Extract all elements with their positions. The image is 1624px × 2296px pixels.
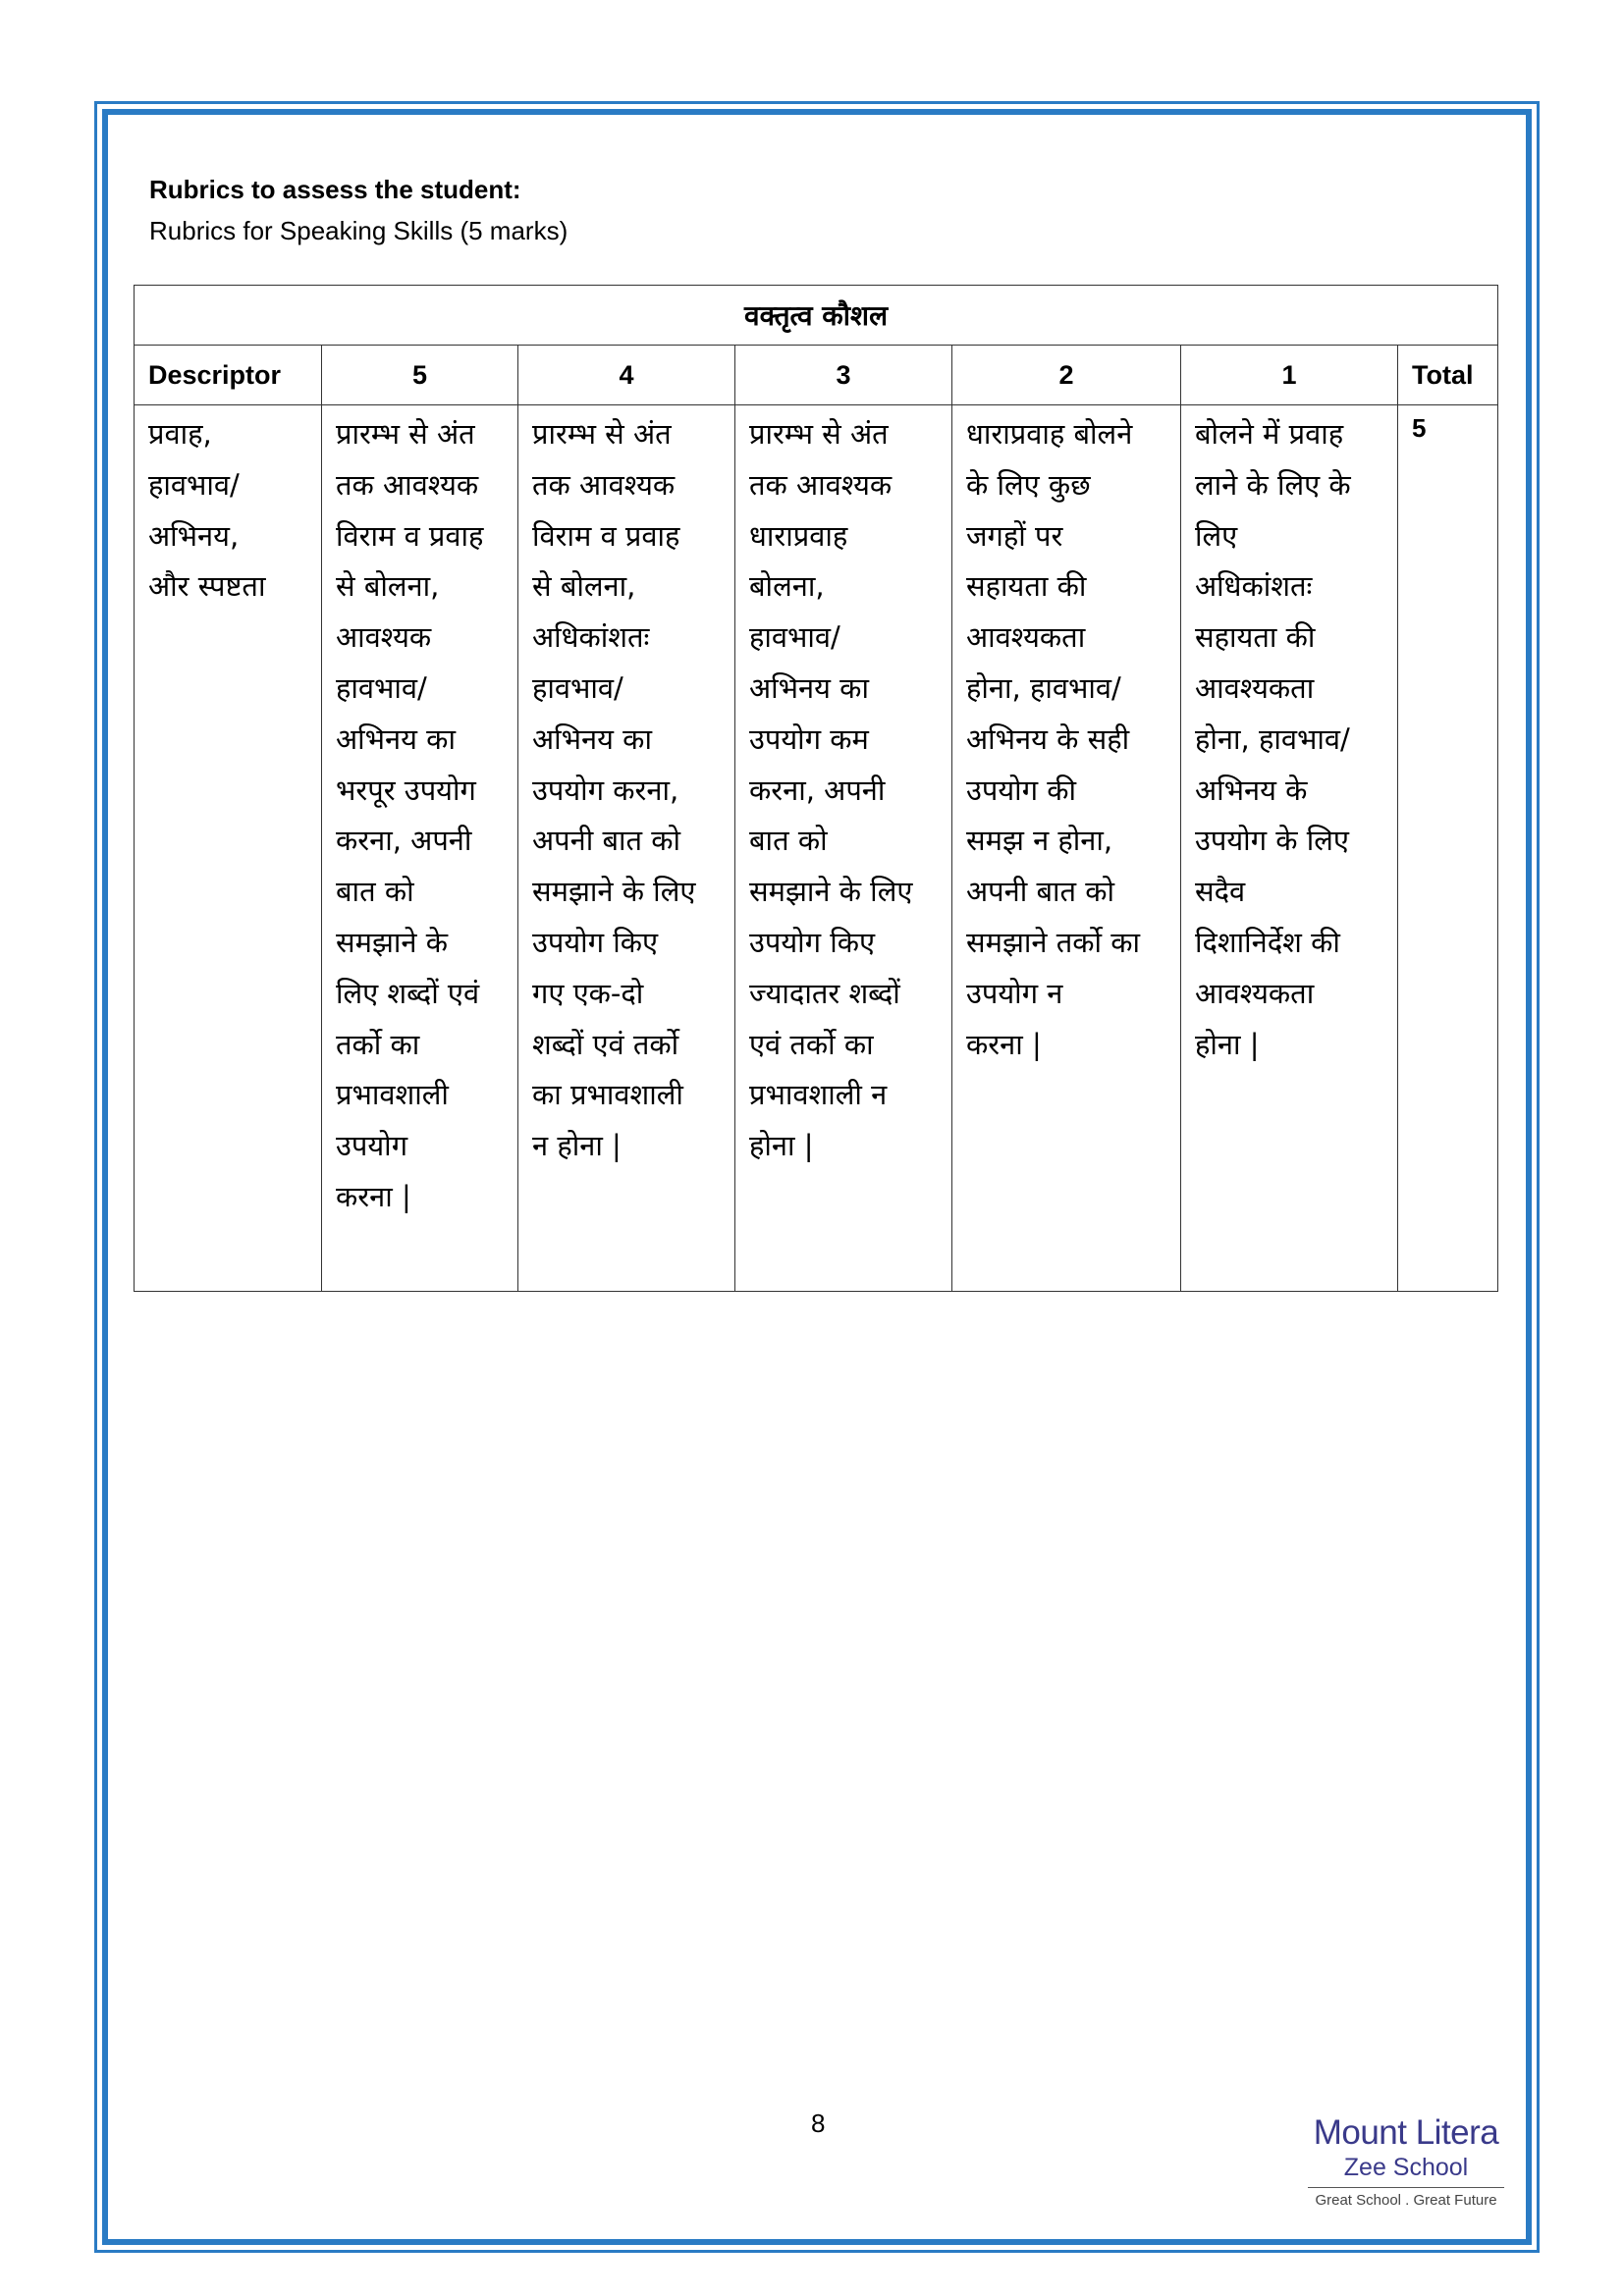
header-total: Total bbox=[1398, 346, 1498, 405]
table-header-row bbox=[135, 346, 1498, 405]
table-title-row bbox=[135, 286, 1498, 346]
logo-sub: Zee School bbox=[1343, 2154, 1469, 2181]
cell-score-5: प्रारम्भ से अंत तक आवश्यक विराम व प्रवाह से बोलना, आवश्यक हावभाव/ अभिनय का भरपूर उपयोग करना, अपनी बात को समझाने के लिए शब्दों एवं तर्को का प्रभावशाली उपयोग करना | bbox=[322, 405, 518, 1292]
header-score-3: 3 bbox=[735, 346, 952, 405]
logo-divider bbox=[1308, 2187, 1504, 2188]
header-score-5: 5 bbox=[322, 346, 518, 405]
cell-score-3: प्रारम्भ से अंत तक आवश्यक धाराप्रवाह बोलना, हावभाव/ अभिनय का उपयोग कम करना, अपनी बात को समझाने के लिए उपयोग किए ज्यादातर शब्दों एवं तर्को का प्रभावशाली न होना | bbox=[735, 405, 952, 1292]
header-score-1: 1 bbox=[1181, 346, 1398, 405]
logo-name: Mount Litera bbox=[1313, 2113, 1499, 2152]
header-score-2: 2 bbox=[952, 346, 1181, 405]
rubric-table bbox=[134, 285, 1498, 1292]
logo-tagline: Great School . Great Future bbox=[1315, 2192, 1497, 2209]
school-logo bbox=[1308, 2112, 1504, 2210]
cell-score-1: बोलने में प्रवाह लाने के लिए के लिए अधिकांशतः सहायता की आवश्यकता होना, हावभाव/ अभिनय के उपयोग के लिए सदैव दिशानिर्देश की आवश्यकता होना | bbox=[1181, 405, 1398, 1292]
table-row bbox=[135, 405, 1498, 1292]
table-title: वक्तृत्व कौशल bbox=[135, 286, 1498, 346]
page-number: 8 bbox=[811, 2109, 826, 2138]
header-score-4: 4 bbox=[518, 346, 735, 405]
cell-score-2: धाराप्रवाह बोलने के लिए कुछ जगहों पर सहायता की आवश्यकता होना, हावभाव/ अभिनय के सही उपयोग की समझ न होना, अपनी बात को समझाने तर्को का उपयोग न करना | bbox=[952, 405, 1181, 1292]
cell-total: 5 bbox=[1398, 405, 1498, 1292]
rubrics-heading: Rubrics to assess the student: bbox=[149, 175, 521, 204]
rubrics-subheading: Rubrics for Speaking Skills (5 marks) bbox=[149, 216, 568, 245]
cell-descriptor: प्रवाह, हावभाव/ अभिनय, और स्पष्टता bbox=[135, 405, 322, 1292]
header-descriptor: Descriptor bbox=[135, 346, 322, 405]
cell-score-4: प्रारम्भ से अंत तक आवश्यक विराम व प्रवाह से बोलना, अधिकांशतः हावभाव/ अभिनय का उपयोग करना, अपनी बात को समझाने के लिए उपयोग किए गए एक-दो शब्दों एवं तर्को का प्रभावशाली न होना | bbox=[518, 405, 735, 1292]
